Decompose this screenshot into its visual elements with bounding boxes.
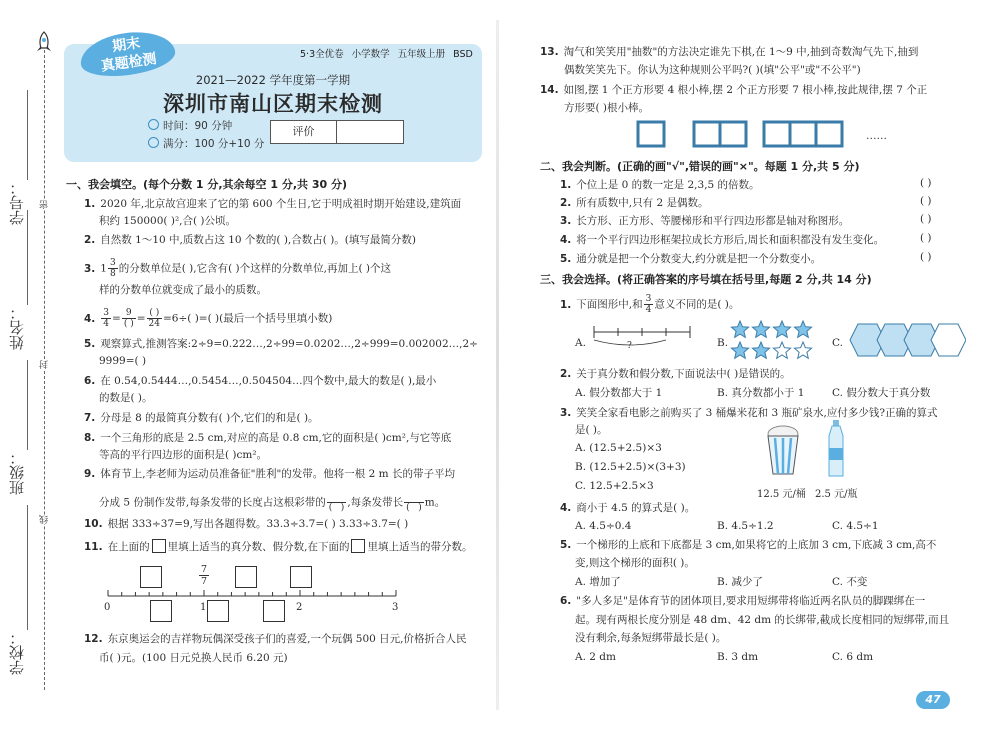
choice-6-option-c[interactable]: C. 6 dm [832,651,874,663]
choice-5: 5. 一个梯形的上底和下底都是 3 cm,如果将它的上底加 3 cm,下底减 3 cm,高不 [560,539,937,551]
judge-2: 2. 所有质数中,只有 2 是偶数。 [560,197,709,209]
time-info: 时间：90 分钟 [148,118,232,133]
nl-label-1: 1 [200,602,207,613]
evaluation-field[interactable] [337,121,403,143]
star-icon [752,342,769,358]
hexagon-cell [931,324,966,356]
number-line [100,588,410,612]
star-icon [773,321,790,337]
question-12-line2: 币( )元。(100 日元兑换人民币 6.20 元) [99,652,288,664]
series-info: 5·3全优卷 小学数学 五年级上册 BSD [300,49,473,60]
choice-2-option-a[interactable]: A. 假分数都大于 1 [575,387,663,399]
judge-5: 5. 通分就是把一个分数变大,约分就是把一个分数变小。 [560,253,822,265]
nl-label-2: 2 [296,602,303,613]
judge-1-answer[interactable]: ( ) [920,177,932,189]
choice-6-line3: 没有剩余,每条短绑带最长是( )。 [575,632,727,644]
question-14: 14. 如图,摆 1 个正方形要 4 根小棒,摆 2 个正方形要 7 根小棒,按此规律,摆 7 个正 [540,84,928,96]
choice-3-option-a[interactable]: A. (12.5+2.5)×3 [575,442,662,454]
answer-box-top-1[interactable] [140,566,162,588]
choice-5-line2: 变,则这个梯形的面积( )。 [575,557,695,569]
question-1: 1. 2020 年,北京故宫迎来了它的第 600 个生日,它于明成祖时期开始建设,建筑面 [84,198,462,210]
star-icon [752,321,769,337]
judge-4-answer[interactable]: ( ) [920,232,932,244]
judge-3-answer[interactable]: ( ) [920,213,932,225]
choice-4-option-b[interactable]: B. 4.5÷1.2 [717,520,774,532]
choice-6-line2: 起。现有两根长度分别是 48 dm、42 dm 的长绑带,截成长度相同的短绑带,而且 [575,614,950,626]
question-3: 3. 1 $\frac{3}{8}$ 的分数单位是( ),它含有( )个这样的分数单位,再加上( )个这 [84,258,391,279]
segment-question-mark: ? [627,341,632,351]
star-icon [794,321,811,337]
choice-4: 4. 商小于 4.5 的算式是( )。 [560,502,696,514]
question-14-line2: 方形要( )根小棒。 [564,102,650,114]
star-icon [731,342,748,358]
question-10: 10. 根据 333÷37=9,写出各题得数。33.3÷3.7=( ) 3.33÷3.7=( ) [84,518,409,530]
id-label: 学号： [8,180,26,225]
question-9: 9. 体育节上,李老师为运动员准备征"胜利"的发带。他将一根 2 m 长的带子平均 [84,468,455,480]
answer-box-top-2[interactable] [235,566,257,588]
water-bottle-icon [827,420,845,478]
choice-4-option-a[interactable]: A. 4.5÷0.4 [575,520,632,532]
question-5-line2: 9999=( ) [99,355,147,367]
question-13-line2: 偶数笑笑先下。你认为这种规则公平吗?( )(填"公平"或"不公平") [564,64,861,76]
question-13: 13. 淘气和笑笑用"抽数"的方法决定谁先下棋,在 1～9 中,抽到奇数淘气先下,抽到 [540,46,919,58]
popcorn-bucket-icon [765,424,801,476]
question-9-line2: 分成 5 份制作发带,每条发带的长度占这根彩带的 ( ) ,每条发带长 ( ) m。 [99,492,445,513]
answer-box-bottom-2[interactable] [207,600,229,622]
nl-label-0: 0 [104,602,111,613]
question-5: 5. 观察算式,推测答案:2÷9=0.222…,2÷99=0.0202…,2÷999=0.002002…,2÷ [84,338,478,350]
choice-1-option-b[interactable]: B. [717,337,729,349]
choice-1: 1. 下面图形中,和 $\frac{3}{4}$ 意义不同的是( )。 [560,294,740,315]
page-gutter [496,20,499,710]
evaluation-box[interactable]: 评价 [270,120,404,144]
star-icon [731,321,748,337]
judge-2-answer[interactable]: ( ) [920,195,932,207]
choice-3-option-c[interactable]: C. 12.5+2.5×3 [575,480,654,492]
question-2: 2. 自然数 1～10 中,质数占这 10 个数的( ),合数占( )。(填写最简分数) [84,234,416,246]
square-sticks-figure [636,118,866,150]
choice-2: 2. 关于真分数和假分数,下面说法中( )是错误的。 [560,368,791,380]
choice-2-option-c[interactable]: C. 假分数大于真分数 [832,387,931,399]
name-label: 姓名： [8,305,26,350]
price-popcorn: 12.5 元/桶 [757,489,806,500]
question-8: 8. 一个三角形的底是 2.5 cm,对应的高是 0.8 cm,它的面积是( )cm²,与它等底 [84,432,452,444]
choice-1-option-a[interactable]: A. [575,337,586,349]
question-7: 7. 分母是 8 的最简真分数有( )个,它们的和是( )。 [84,412,319,424]
choice-4-option-c[interactable]: C. 4.5÷1 [832,520,879,532]
section-2-heading: 二、我会判断。(正确的画"√",错误的画"×"。每题 1 分,共 5 分) [540,160,860,173]
class-label: 班级： [8,450,26,495]
score-info: 满分：100 分+10 分 [148,136,264,151]
judge-4: 4. 将一个平行四边形框架拉成长方形后,周长和面积都没有发生变化。 [560,234,885,246]
choice-6-option-a[interactable]: A. 2 dm [575,651,616,663]
section-3-heading: 三、我会选择。(将正确答案的序号填在括号里,每题 2 分,共 14 分) [540,273,872,286]
exam-badge: 期末 真题检测 [78,27,178,82]
choice-2-option-b[interactable]: B. 真分数都小于 1 [717,387,805,399]
choice-3-option-b[interactable]: B. (12.5+2.5)×(3+3) [575,461,686,473]
binding-margin [0,0,58,730]
choice-5-option-c[interactable]: C. 不变 [832,576,868,588]
choice-1-option-c[interactable]: C. [832,337,843,349]
section-1-heading: 一、我会填空。(每个分数 1 分,其余每空 1 分,共 30 分) [66,178,348,191]
clock-icon [148,119,159,130]
sticks-ellipsis: …… [866,130,887,142]
page-number: 47 [916,691,950,709]
question-4: 4. $\frac{3}{4}$ = $\frac{9}{( )}$ = $\frac{( )}{24}$ =6÷( )=( )(最后一个括号里填小数) [84,308,333,329]
choice-5-option-b[interactable]: B. 减少了 [717,576,763,588]
nl-label-3: 3 [392,602,399,613]
answer-box-top-3[interactable] [290,566,312,588]
question-12: 12. 东京奥运会的吉祥物玩偶深受孩子们的喜爱,一个玩偶 500 日元,价格折合人民 [84,633,467,645]
answer-box-bottom-3[interactable] [263,600,285,622]
segment-figure [590,320,700,356]
star-icon [773,342,790,358]
choice-6-option-b[interactable]: B. 3 dm [717,651,759,663]
choice-3: 3. 笑笑全家看电影之前购买了 3 桶爆米花和 3 瓶矿泉水,应付多少钱?正确的算式 [560,407,938,419]
judge-3: 3. 长方形、正方形、等腰梯形和平行四边形都是轴对称图形。 [560,215,850,227]
stars-figure [730,320,814,362]
question-6-line2: 的数是( )。 [99,392,153,404]
school-label: 学校： [8,630,26,675]
question-3-line2: 样的分数单位就变成了最小的质数。 [99,284,267,296]
answer-box-bottom-1[interactable] [150,600,172,622]
price-water: 2.5 元/瓶 [815,489,858,500]
page-title: 深圳市南山区期末检测 [163,92,383,116]
judge-5-answer[interactable]: ( ) [920,251,932,263]
question-11: 11. 在上面的 里填上适当的真分数、假分数,在下面的 里填上适当的带分数。 [84,541,473,553]
school-year: 2021—2022 学年度第一学期 [195,73,351,87]
seal-xian: 线 [40,515,50,524]
choice-6: 6. "多人多足"是体育节的团体项目,要求用短绑带将临近两名队员的脚踝绑在一 [560,595,926,607]
seal-mi: 密 [40,200,50,209]
hexagon-strip-figure [846,320,966,360]
question-6: 6. 在 0.54,0.5444…,0.5454…,0.504504…四个数中,最大的数是( ),最小 [84,375,437,387]
star-icon [794,342,811,358]
choice-5-option-a[interactable]: A. 增加了 [575,576,621,588]
seal-feng: 封 [40,360,50,369]
number-line-fraction: 7 7 [201,564,208,587]
question-8-line2: 等高的平行四边形的面积是( )cm²。 [99,449,268,461]
score-icon [148,137,159,148]
question-1-line2: 积约 150000( )²,合( )公顷。 [99,215,237,227]
choice-3-line2: 是( )。 [575,424,608,436]
judge-1: 1. 个位上是 0 的数一定是 2,3,5 的倍数。 [560,179,760,191]
